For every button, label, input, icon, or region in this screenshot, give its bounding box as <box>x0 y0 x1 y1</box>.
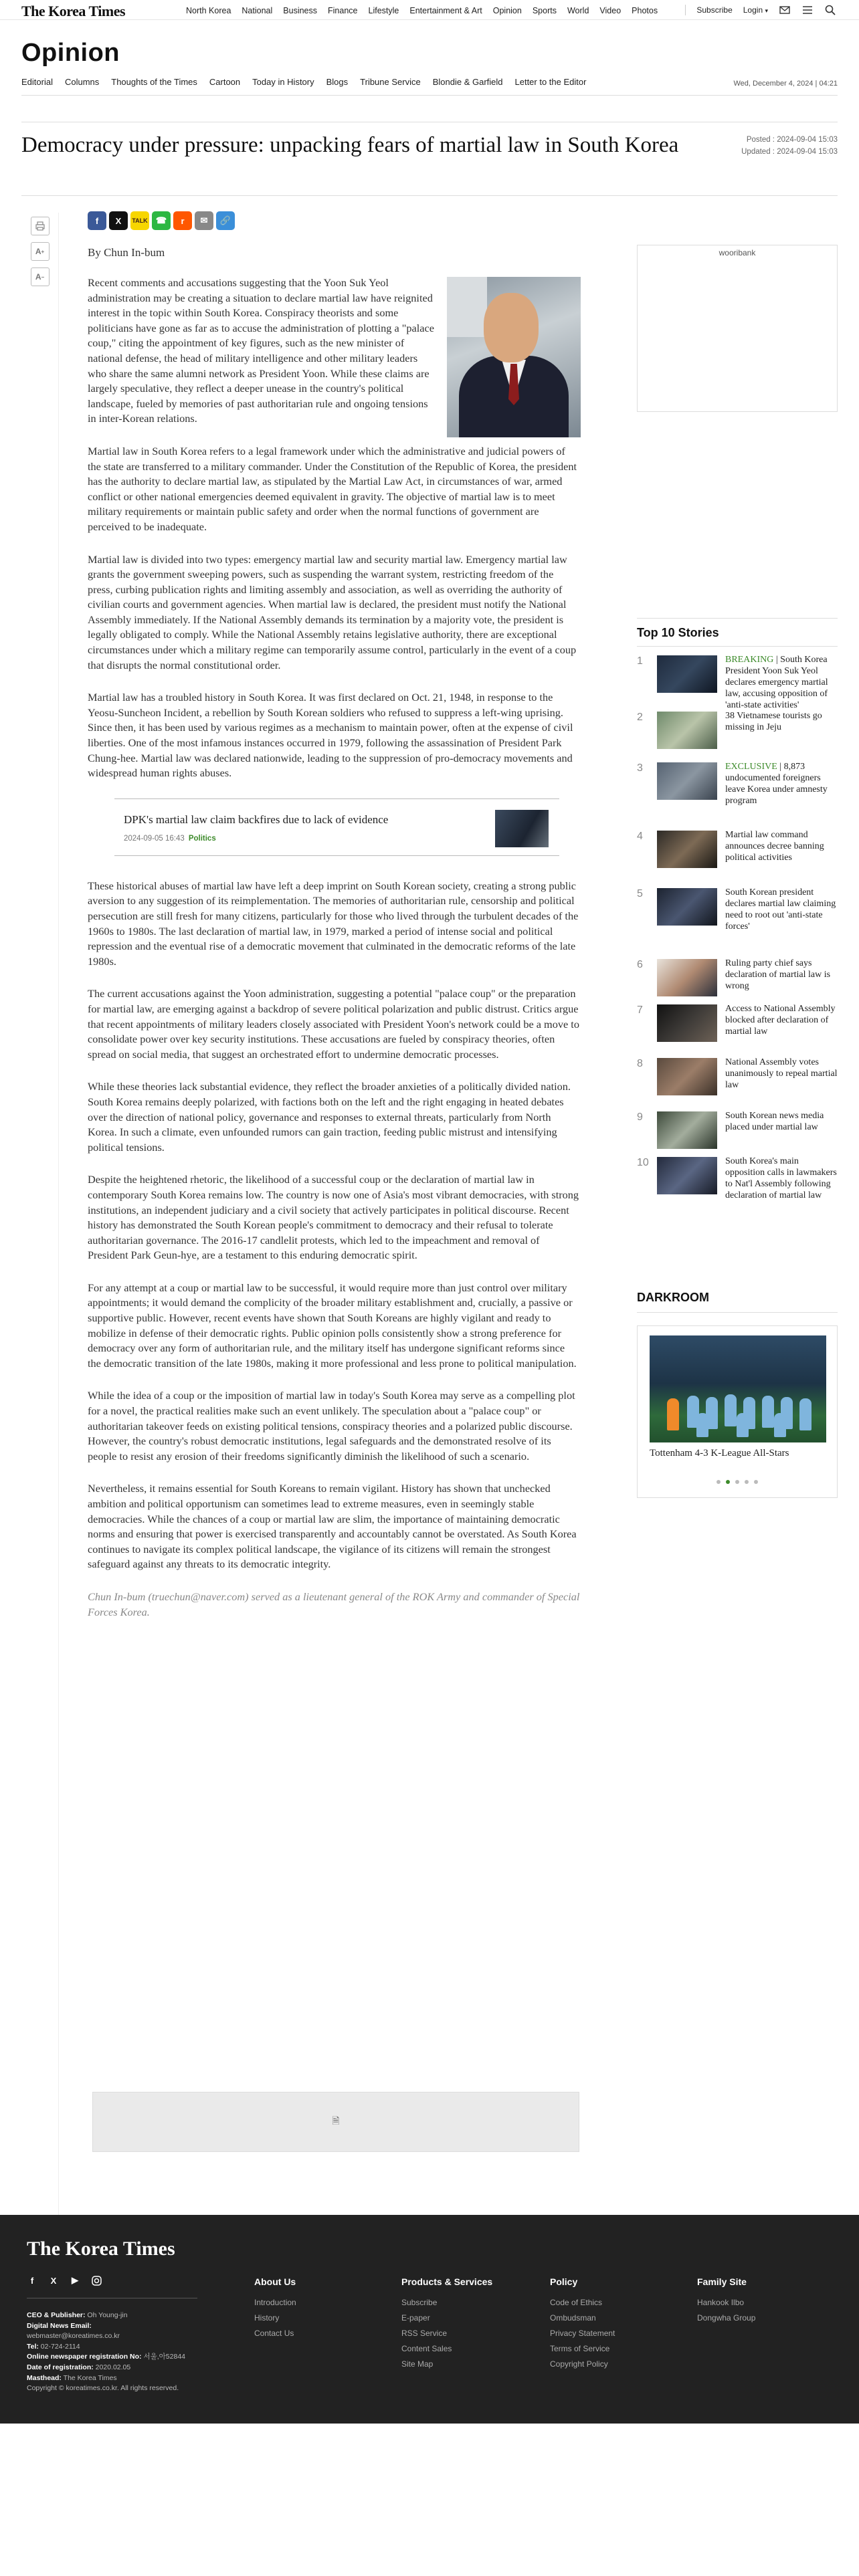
exclusive-tag: EXCLUSIVE <box>725 762 777 772</box>
footer-col-heading: Policy <box>550 2276 578 2287</box>
rank-number: 1 <box>637 655 643 667</box>
nav-link[interactable]: World <box>567 6 589 15</box>
footer-social-links <box>27 2275 102 2286</box>
facebook-icon[interactable]: f <box>88 211 106 230</box>
footer-col-heading: Family Site <box>697 2276 747 2287</box>
reddit-icon[interactable]: r <box>173 211 192 230</box>
rank-number: 10 <box>637 1157 649 1168</box>
info-value: The Korea Times <box>61 2373 117 2382</box>
author-credit: Chun In-bum (truechun@naver.com) served as a lieutenant general of the ROK Army and commander of Special Forces Korea. <box>88 1590 580 1618</box>
article-paragraph: While the idea of a coup or the imposition of martial law in today's South Korea may serve as a compelling plot for a novel, the practical realities make such an event unlikely. The speculation about a "palace coup" or authoritarian takeover feeds on existing political tensions, conspiracy theories and a polarized public discourse. However, the country's robust democratic institutions, legal safeguards and the demonstrated resolve of its people to resist any erosion of their freedoms significantly diminish the likelihood of such a scenario. <box>88 1389 575 1463</box>
x-twitter-icon[interactable]: X <box>50 2275 57 2286</box>
article-headline: Democracy under pressure: unpacking fears of martial law in South Korea <box>21 133 679 157</box>
player-figure <box>774 1413 786 1437</box>
story-title[interactable]: Access to National Assembly blocked after declaration of martial law <box>725 1004 836 1037</box>
nav-link[interactable]: North Korea <box>186 6 231 15</box>
footer-col-products <box>401 2276 492 2375</box>
site-footer <box>0 2215 859 2424</box>
footer-info-line <box>27 2363 185 2373</box>
player-figure <box>799 1398 812 1430</box>
info-value: 2020.02.05 <box>93 2363 131 2371</box>
info-key: Digital News Email: <box>27 2321 92 2330</box>
article-paragraph: Despite the heightened rhetoric, the likelihood of a successful coup or the declaration of martial law in contemporary South Korea remains low. The country is now one of Asia's most vibrant democracies, with strong institutions, an independent judiciary and a civil society that actively participates in political discourse. Recent history has demonstrated the South Korean people's commitment to democracy and their refusal to tolerate authoritarian governance. The 2016-17 candlelit protests, which led to the impeachment and removal of President Park Geun-hye, are a testament to this enduring democratic spirit. <box>88 1173 579 1262</box>
main-nav-links <box>186 6 668 15</box>
list-item[interactable] <box>637 654 838 708</box>
article-paragraph: The current accusations against the Yoon administration, suggesting a potential "palace coup" or the preparation for martial law, are emerging against a backdrop of severe political polarization and public distrust. Critics argue that recent appointments of military leaders closely associated with President Yoon's network could be a move to consolidate power over key security institutions. These accusations are fueled by conspiracy theories, often spread on social media, that suggest an orchestrated effort to undermine democratic processes. <box>88 987 579 1061</box>
footer-info-line <box>27 2321 185 2332</box>
subnav-link[interactable]: Cartoon <box>209 77 241 87</box>
related-article-date: 2024-09-05 16:43 <box>124 834 185 843</box>
footer-link[interactable]: History <box>254 2313 280 2323</box>
byline: By Chun In-bum <box>88 246 165 259</box>
rank-number: 9 <box>637 1111 643 1123</box>
info-value: 02-724-2114 <box>38 2342 80 2351</box>
carousel-dot[interactable] <box>717 1480 721 1484</box>
search-icon[interactable] <box>824 4 836 16</box>
story-title[interactable]: National Assembly votes unanimously to repeal martial law <box>725 1057 838 1090</box>
rank-number: 8 <box>637 1058 643 1069</box>
story-title[interactable]: Martial law command announces decree banning political activities <box>725 830 824 863</box>
email-share-icon[interactable]: ✉ <box>195 211 213 230</box>
footer-col-heading: About Us <box>254 2276 296 2287</box>
article-body <box>88 276 581 1637</box>
story-title[interactable]: Ruling party chief says declaration of martial law is wrong <box>725 958 831 991</box>
footer-link[interactable]: Ombudsman <box>550 2313 596 2323</box>
subnav-link[interactable]: Thoughts of the Times <box>111 77 197 87</box>
info-key: CEO & Publisher: <box>27 2311 86 2319</box>
author-photo <box>447 277 581 437</box>
list-item[interactable] <box>637 958 838 1003</box>
footer-info-line <box>27 2331 185 2342</box>
article-paragraph: Martial law has a troubled history in South Korea. It was first declared on Oct. 21, 1948, in response to the Yeosu-Suncheon Incident, a rebellion by South Korean soldiers who refused to suppress a left-wing uprising. Since then, it has been used by various regimes as a mechanism to maintain power, often at the expense of civil liberties. One of the most infamous instances occurred in 1979, following the assassination of President Park Chung-hee. Martial law was declared nationwide, leading to the suppression of pro-democracy movements and widespread human rights abuses. <box>88 691 573 780</box>
list-item[interactable] <box>637 1110 838 1156</box>
divider <box>637 1312 838 1313</box>
carousel-dot[interactable] <box>745 1480 749 1484</box>
rank-number: 3 <box>637 762 643 774</box>
nav-right <box>685 4 836 16</box>
footer-link[interactable]: Introduction <box>254 2298 296 2307</box>
top-stories-heading: Top 10 Stories <box>637 626 719 639</box>
facebook-icon[interactable]: f <box>30 2275 34 2286</box>
article-paragraph: Recent comments and accusations suggesting that the Yoon Suk Yeol administration may be creating a situation to declare martial law have reignited interest in the topic within South Korea. Conspiracy theorists and some politicians have gone as far as to accuse the administration of plotting a "palace coup," citing the appointment of key figures, such as the new minister of national defense, the head of military intelligence and other military leaders who share the same alumni network as President Yoon. While these claims are largely speculative, they reflect a deeper unease in the country's political landscape, fueled by memories of past authoritarian rule and ongoing tensions in inter-Korean relations. <box>88 276 434 425</box>
footer-link[interactable]: Dongwha Group <box>697 2313 756 2323</box>
article-paragraph: While these theories lack substantial evidence, they reflect the broader anxieties of a politically divided nation. South Korea remains deeply polarized, with factions both on the left and the right engaging in heated debates over the direction of national policy, governance and responses to external threats, particularly from North Korea. In such a climate, even unfounded rumors can gain traction, feeding public mistrust and intensifying political tensions. <box>88 1080 571 1154</box>
rank-number: 7 <box>637 1004 643 1016</box>
story-thumbnail[interactable] <box>657 712 717 749</box>
login-link[interactable] <box>743 5 768 15</box>
story-title[interactable]: EXCLUSIVE | 8,873 undocumented foreigners leave Korea under amnesty program <box>725 762 828 806</box>
darkroom-carousel[interactable] <box>637 1325 838 1498</box>
story-title[interactable]: South Korean president declares martial law claiming need to root out 'anti-state forces' <box>725 887 836 932</box>
story-thumbnail[interactable] <box>657 831 717 868</box>
player-figure <box>725 1394 737 1426</box>
story-thumbnail[interactable] <box>657 762 717 800</box>
related-article-meta <box>124 831 216 847</box>
info-key: Online newspaper registration No: <box>27 2353 142 2361</box>
print-icon[interactable] <box>31 217 50 235</box>
envelope-icon[interactable] <box>779 4 791 16</box>
info-value[interactable]: webmaster@koreatimes.co.kr <box>27 2332 120 2341</box>
nav-link[interactable]: Entertainment & Art <box>409 6 482 15</box>
rank-number: 4 <box>637 831 643 842</box>
footer-info-line <box>27 2352 185 2363</box>
story-thumbnail[interactable] <box>657 888 717 926</box>
top-navigation <box>0 0 859 20</box>
current-date: Wed, December 4, 2024 | 04:21 <box>733 80 838 88</box>
darkroom-heading[interactable]: DARKROOM <box>637 1291 709 1304</box>
rank-number: 5 <box>637 888 643 899</box>
divider <box>685 5 686 15</box>
list-item[interactable] <box>637 761 838 829</box>
nav-link[interactable]: Opinion <box>492 6 522 15</box>
copy-link-icon[interactable]: 🔗 <box>216 211 235 230</box>
rank-number: 6 <box>637 959 643 970</box>
image-placeholder-icon: 🗎 <box>332 2115 340 2126</box>
subnav-link[interactable]: Tribune Service <box>360 77 421 87</box>
footer-col-heading: Products & Services <box>401 2276 493 2287</box>
top-stories-list <box>637 654 838 1233</box>
carousel-dots <box>638 1480 837 1484</box>
updated-date: Updated : 2024-09-04 15:03 <box>741 148 838 156</box>
footer-info-line <box>27 2342 185 2353</box>
footer-link[interactable]: Terms of Service <box>550 2344 610 2353</box>
subnav-link[interactable]: Blondie & Garfield <box>432 77 503 87</box>
footer-logo[interactable]: The Korea Times <box>27 2238 175 2260</box>
player-figure <box>737 1413 749 1437</box>
darkroom-photo[interactable] <box>650 1335 826 1442</box>
footer-company-info <box>27 2311 185 2394</box>
advertisement-banner[interactable] <box>92 2092 579 2152</box>
list-item[interactable] <box>637 829 838 887</box>
story-thumbnail[interactable] <box>657 655 717 693</box>
posted-date: Posted : 2024-09-04 15:03 <box>746 136 838 144</box>
instagram-icon[interactable] <box>91 2275 102 2286</box>
subnav-link[interactable]: Today in History <box>252 77 314 87</box>
subnav-link[interactable]: Blogs <box>326 77 349 87</box>
article-paragraph: For any attempt at a coup or martial law to be successful, it would require more than just control over military appointments; it would demand the complicity of the broader military establishment and, crucially, a passive or supportive public. However, recent events have shown that South Koreans are highly vigilant and ready to mobilize in defense of their democratic rights. Public opinion polls consistently show a strong preference for democracy over any form of authoritarian rule, and the military itself has undergone significant reforms since the democratic transition of the late 1980s, making it more professional and less prone to political manipulation. <box>88 1281 577 1370</box>
sidebar-advertisement[interactable] <box>637 245 838 412</box>
footer-link[interactable]: Subscribe <box>401 2298 438 2307</box>
related-article-card[interactable] <box>114 798 559 856</box>
footer-link[interactable]: Hankook Ilbo <box>697 2298 745 2307</box>
story-thumbnail[interactable] <box>657 1058 717 1095</box>
footer-link[interactable]: Site Map <box>401 2359 434 2369</box>
share-bar <box>88 211 235 230</box>
player-figure <box>762 1396 774 1428</box>
x-twitter-icon[interactable]: X <box>109 211 128 230</box>
font-increase-icon[interactable]: A + <box>31 242 50 261</box>
info-key: Date of registration: <box>27 2363 94 2371</box>
face-shape <box>484 293 539 362</box>
list-item[interactable] <box>637 887 838 958</box>
menu-icon[interactable] <box>801 4 814 16</box>
nav-link[interactable]: Sports <box>532 6 557 15</box>
divider <box>21 195 838 196</box>
kakaotalk-icon[interactable]: TALK <box>130 211 149 230</box>
player-figure <box>667 1398 679 1430</box>
story-title[interactable]: 38 Vietnamese tourists go missing in Jeju <box>725 711 822 732</box>
article-timestamps <box>741 134 838 158</box>
footer-col-family <box>697 2276 755 2329</box>
story-title[interactable]: South Korean news media placed under martial law <box>725 1111 824 1132</box>
list-item[interactable] <box>637 1003 838 1057</box>
chevron-down-icon: ▾ <box>765 7 768 14</box>
carousel-dot[interactable] <box>735 1480 739 1484</box>
related-article-title[interactable]: DPK's martial law claim backfires due to lack of evidence <box>124 813 389 826</box>
youtube-icon[interactable]: ▶ <box>72 2275 78 2285</box>
story-title-text: 8,873 undocumented foreigners leave Korea under amnesty program <box>725 762 828 806</box>
story-thumbnail[interactable] <box>657 1111 717 1149</box>
subnav-link[interactable]: Editorial <box>21 77 53 87</box>
carousel-dot[interactable] <box>754 1480 758 1484</box>
info-key: Masthead: <box>27 2373 62 2382</box>
nav-link[interactable]: Finance <box>328 6 358 15</box>
story-title[interactable]: BREAKING | South Korea President Yoon Suk Yeol declares emergency martial law, accusing opposition of 'anti-state activities' <box>725 655 828 710</box>
login-label: Login <box>743 5 763 15</box>
carousel-dot-active[interactable] <box>726 1480 730 1484</box>
nav-link[interactable]: Video <box>599 6 622 15</box>
rank-number: 2 <box>637 712 643 723</box>
info-value: Copyright © koreatimes.co.kr. All rights reserved. <box>27 2384 179 2393</box>
footer-link[interactable]: E-paper <box>401 2313 430 2323</box>
footer-link[interactable]: Code of Ethics <box>550 2298 603 2307</box>
footer-info-line <box>27 2383 185 2394</box>
footer-link[interactable]: RSS Service <box>401 2329 448 2338</box>
section-subnav <box>21 77 598 87</box>
article-paragraph: Martial law in South Korea refers to a legal framework under which the administrative and judicial powers of the state are transferred to a military commander. Under the Constitution of the Republic of Korea, the president has the authority to declare martial law, as stipulated by the Martial Law Act, in circumstances of war, armed conflict or other national emergencies deemed equivalent in gravity. The objective of martial law is to meet military requirements or maintain public safety and order when the normal functions of government are perceived to be inadequate. <box>88 444 577 533</box>
footer-link[interactable]: Contact Us <box>254 2329 294 2338</box>
whatsapp-icon[interactable]: ☎ <box>152 211 171 230</box>
footer-col-policy <box>550 2276 615 2375</box>
story-title-text: South Korea President Yoon Suk Yeol declares emergency martial law, accusing opposition of 'anti-state activities' <box>725 655 828 710</box>
related-article-category[interactable]: Politics <box>188 834 216 843</box>
subscribe-link[interactable]: Subscribe <box>696 5 733 15</box>
info-value: 서울,아52844 <box>141 2353 185 2361</box>
info-key: Tel: <box>27 2342 39 2351</box>
story-thumbnail[interactable] <box>657 1004 717 1042</box>
divider <box>21 95 838 96</box>
footer-link[interactable]: Privacy Statement <box>550 2329 615 2338</box>
list-item[interactable] <box>637 1156 838 1233</box>
nav-link[interactable]: National <box>242 6 273 15</box>
list-item[interactable] <box>637 1057 838 1110</box>
player-figure <box>696 1413 708 1437</box>
article-paragraph: Nevertheless, it remains essential for South Koreans to remain vigilant. History has shown that unchecked ambition and political opportunism can sometimes lead to extreme measures, even in seemingly stable democracies. While the chances of a coup or martial law are slim, the importance of maintaining democratic norms and ensuring that power is exercised transparently and accountably cannot be overstated. As South Korea continues to navigate its complex political landscape, the vigilance of its citizens will remain the strongest safeguard against any threats to its democratic integrity. <box>88 1482 577 1571</box>
story-thumbnail[interactable] <box>657 959 717 996</box>
nav-link[interactable]: Lifestyle <box>368 6 399 15</box>
subnav-link[interactable]: Letter to the Editor <box>514 77 587 87</box>
site-logo[interactable]: The Korea Times <box>21 3 126 19</box>
ad-alt-text: wooribank <box>719 248 756 257</box>
info-value: Oh Young-jin <box>85 2311 128 2319</box>
footer-col-about <box>254 2276 296 2344</box>
article-paragraph: Martial law is divided into two types: emergency martial law and security martial law. Emergency martial law grants the government sweeping powers, such as suspending the warrant system, restricting freedom of the press, curbing publication rights and limiting assembly and association, as well as overriding the authority of civilian courts and government agencies. When martial law is declared, the president must notify the National Assembly immediately. If the National Assembly demands its termination by a majority vote, the president is legally obligated to comply. While the National Assembly retains legislative authority, there are exceptional circumstances under which a military regime can temporarily assume control, particularly in the event of a coup that disrupts the normal constitutional order. <box>88 552 577 671</box>
subnav-link[interactable]: Columns <box>64 77 100 87</box>
article-paragraph: These historical abuses of martial law have left a deep imprint on South Korean society, creating a strong public aversion to any suggestion of its reimplementation. The memories of authoritarian rule, censorship and political persecution are still fresh for many citizens, particularly for those who lived through the turbulent decades of the 1960s to 1980s. The last declaration of martial law, in 1979, marked a period of intense social and political repression and the eventual rise of a democratic movement that culminated in the democratic reforms of the late 1980s. <box>88 879 579 968</box>
divider <box>637 618 838 619</box>
story-title[interactable]: South Korea's main opposition calls in lawmakers to Nat'l Assembly following declaration of martial law <box>725 1156 837 1200</box>
footer-info-line <box>27 2373 185 2384</box>
footer-link[interactable]: Content Sales <box>401 2344 452 2353</box>
article-tools <box>21 213 59 2219</box>
related-article-thumbnail[interactable] <box>495 810 549 847</box>
section-title[interactable]: Opinion <box>21 39 120 67</box>
divider <box>637 646 838 647</box>
breaking-tag: BREAKING <box>725 655 774 665</box>
font-decrease-icon[interactable]: A − <box>31 267 50 286</box>
list-item[interactable] <box>637 710 838 761</box>
story-thumbnail[interactable] <box>657 1157 717 1194</box>
nav-link[interactable]: Photos <box>632 6 658 15</box>
footer-info-line <box>27 2311 185 2321</box>
darkroom-caption[interactable]: Tottenham 4-3 K-League All-Stars <box>650 1448 789 1459</box>
footer-link[interactable]: Copyright Policy <box>550 2359 608 2369</box>
nav-link[interactable]: Business <box>283 6 318 15</box>
flag-background <box>447 277 487 337</box>
